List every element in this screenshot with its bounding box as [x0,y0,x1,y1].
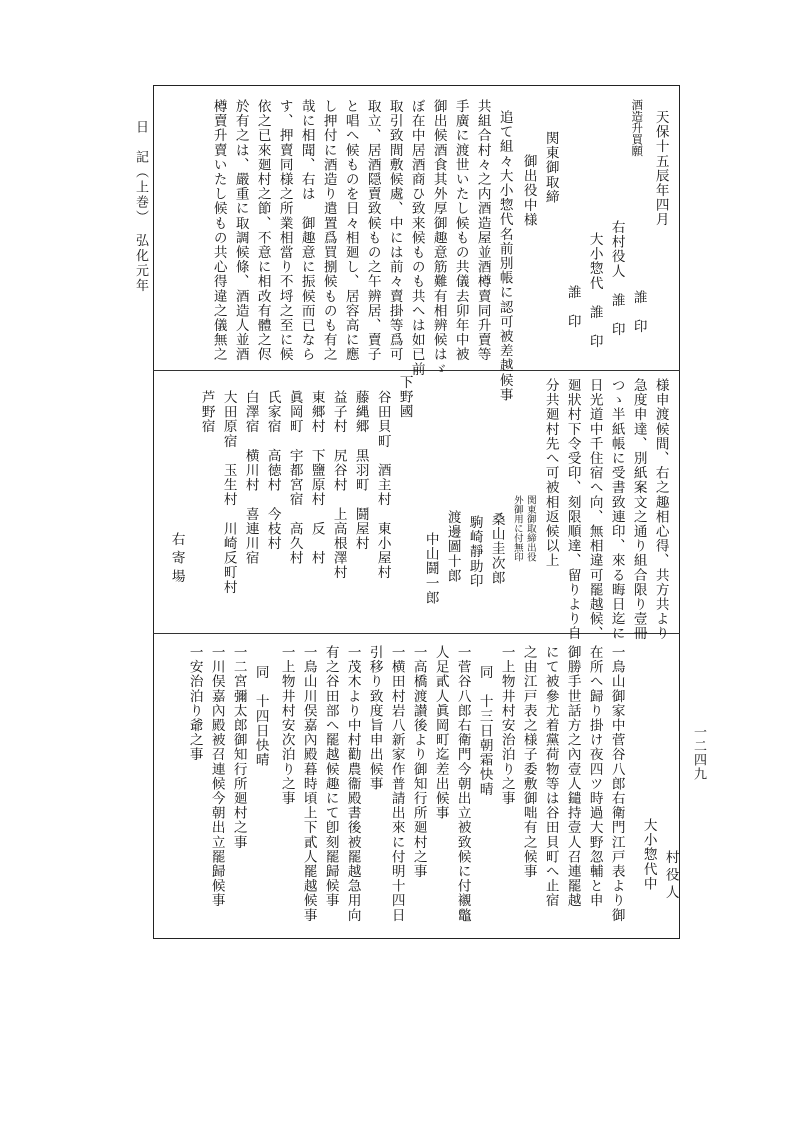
text-line: 中山鬪一郎 [422,532,439,605]
text-line: 関東御取締 [542,131,559,204]
text-line: 在所へ歸り掛け夜四ツ時過大野忽輔と申 [586,645,603,908]
text-line: 駒崎靜助印 [466,515,483,588]
text-line: 一川俣嘉內殿被召連候今朝出立罷歸候事 [208,645,225,908]
text-line: 桑山圭次郎 [488,512,505,585]
text-line: 廻狀村下令受印、刻限順達、留りより自 [564,378,581,641]
text-line: 芦野宿 [198,390,215,434]
text-line: 人足貳人眞岡町迄差出候事 [432,645,449,821]
text-line: す、押賣同様之所業相當り不埒之至に候 [276,99,293,362]
text-line: 右村役人 誰 印 [608,220,625,337]
text-line: 誰 印 [564,285,581,329]
text-line: 有之谷田部へ罷越候趣にて卽刻罷歸候事 [322,645,339,908]
text-line: 一上物井村安治泊り之事 [498,645,515,806]
text-line: 一茂木より中村勸農衞殿書後被罷越急用向 [344,645,361,923]
text-line: 藤縄郷 黒羽町 鬪屋村 [352,390,369,551]
text-line: 一高橋渡讃後より御知行所廻村之事 [410,645,427,879]
text-line: 右寄場 [168,532,185,588]
text-line: 御出役中様 [520,154,537,227]
text-line: 分共廻村先へ可被相返候以上 [542,378,559,568]
text-line: つゝ半紙帳に受書致連印、來る晦日迄に [608,378,625,641]
text-line: 急度申達、別紙案文之通り組合限り壹冊 [630,378,647,641]
text-line: 村役人 [662,850,679,903]
text-line: 大田原宿 玉生村 川崎反町村 [220,390,237,595]
text-line: 哉に相聞、右は 御趣意に振候而已なら [298,99,315,362]
text-line: 御出候酒食其外厚御趣意筋難有相辨候はゞ [430,99,447,377]
text-line: 御勝手世話方之內壹人鑓持壹人召連罷越 [564,645,581,908]
text-line: 下野國 [396,375,413,419]
text-line: 引移り致度旨申出候事 [366,645,383,791]
text-line: 天保十五辰年四月 [652,110,669,227]
text-line: 一菅谷八郎右衛門今朝出立被致候に付襯鼈 [454,645,471,923]
running-head-title: 日 記（上巻） 弘化元年 [133,120,148,294]
text-line: 外御用に付無印 [511,495,523,562]
text-line: 渡邊圖十郎 [444,510,461,583]
text-line: 氏家宿 高徳村 今枝村 [264,390,281,551]
text-line: 様申渡候間、右之趣相心得、共方共より [652,378,669,641]
text-line: 一上物井村安次泊り之事 [278,645,295,806]
text-line: 共組合村々之内酒造屋並酒樽賣同升賣等 [474,99,491,362]
text-line: にて被參尤着黨荷物等は谷田貝町へ止宿 [542,645,559,908]
text-line: 谷田貝町 酒主村 東小屋村 [374,390,391,580]
text-line: 東郷村 下鹽原村 反 村 [308,390,325,566]
text-line: 追て組々大小惣代名前別帳に認可被差越候事 [496,110,513,402]
page-number: 一二四九 [691,725,706,781]
text-line: 関東御取締出役 [524,495,536,562]
text-line: 樽賣升賣いたし候もの共心得違之儀無之 [210,99,227,362]
text-line: 一二宮彌太郎御知行所廻村之事 [230,645,247,850]
text-line: 一横田村岩八新家作普請出來に付明十四日 [388,645,405,923]
text-line: 一鳥山御家中菅谷八郎右衛門江戸表より御 [608,645,625,923]
text-line: ぼ在中居酒商ひ致来候ものも共へは如已前 [408,99,425,377]
text-line: し押付に酒造り遣置爲買捌候ものも有之 [320,99,337,362]
text-line: 同 十四日快晴 [252,665,269,768]
text-line: 依之已來廻村之節、不意に相改有體之侭 [254,99,271,362]
text-line: 手廣に渡世いたし候もの共儀去卯年中被 [452,99,469,362]
text-line: 大小惣代中 [640,818,657,891]
text-line: 於有之は、嚴重に取調候條、酒造人並酒 [232,99,249,362]
text-line: と唱へ候ものを日々相廻し、居容高に應 [342,99,359,362]
text-line: 酒造升買願 [630,99,645,157]
text-line: 誰 印 [630,290,647,334]
text-line: 取立、居酒隠賣致候もの之午辨居、賣子 [364,99,381,362]
text-line: 眞岡町 宇都宮宿 高久村 [286,390,303,566]
text-line: 一鳥山川俣嘉內殿暮時頃上下貳人罷越候事 [300,645,317,923]
text-line: 大小惣代 誰 印 [586,232,603,349]
text-line: 益子村 尻谷村 上高根澤村 [330,390,347,580]
text-line: 同 十三日朝霜快晴 [476,665,493,797]
text-line: 白澤宿 横川村 喜連川宿 [242,390,259,566]
text-line: 一安治泊り爺之事 [186,645,203,762]
text-line: 日光道中千住宿へ向、無相違可罷越候、 [586,378,603,641]
text-line: 之由江戸表之様子委敷御咄有之候事 [520,645,537,879]
text-line: 取引致間敷候處、中には前々賣掛等爲可 [386,99,403,362]
